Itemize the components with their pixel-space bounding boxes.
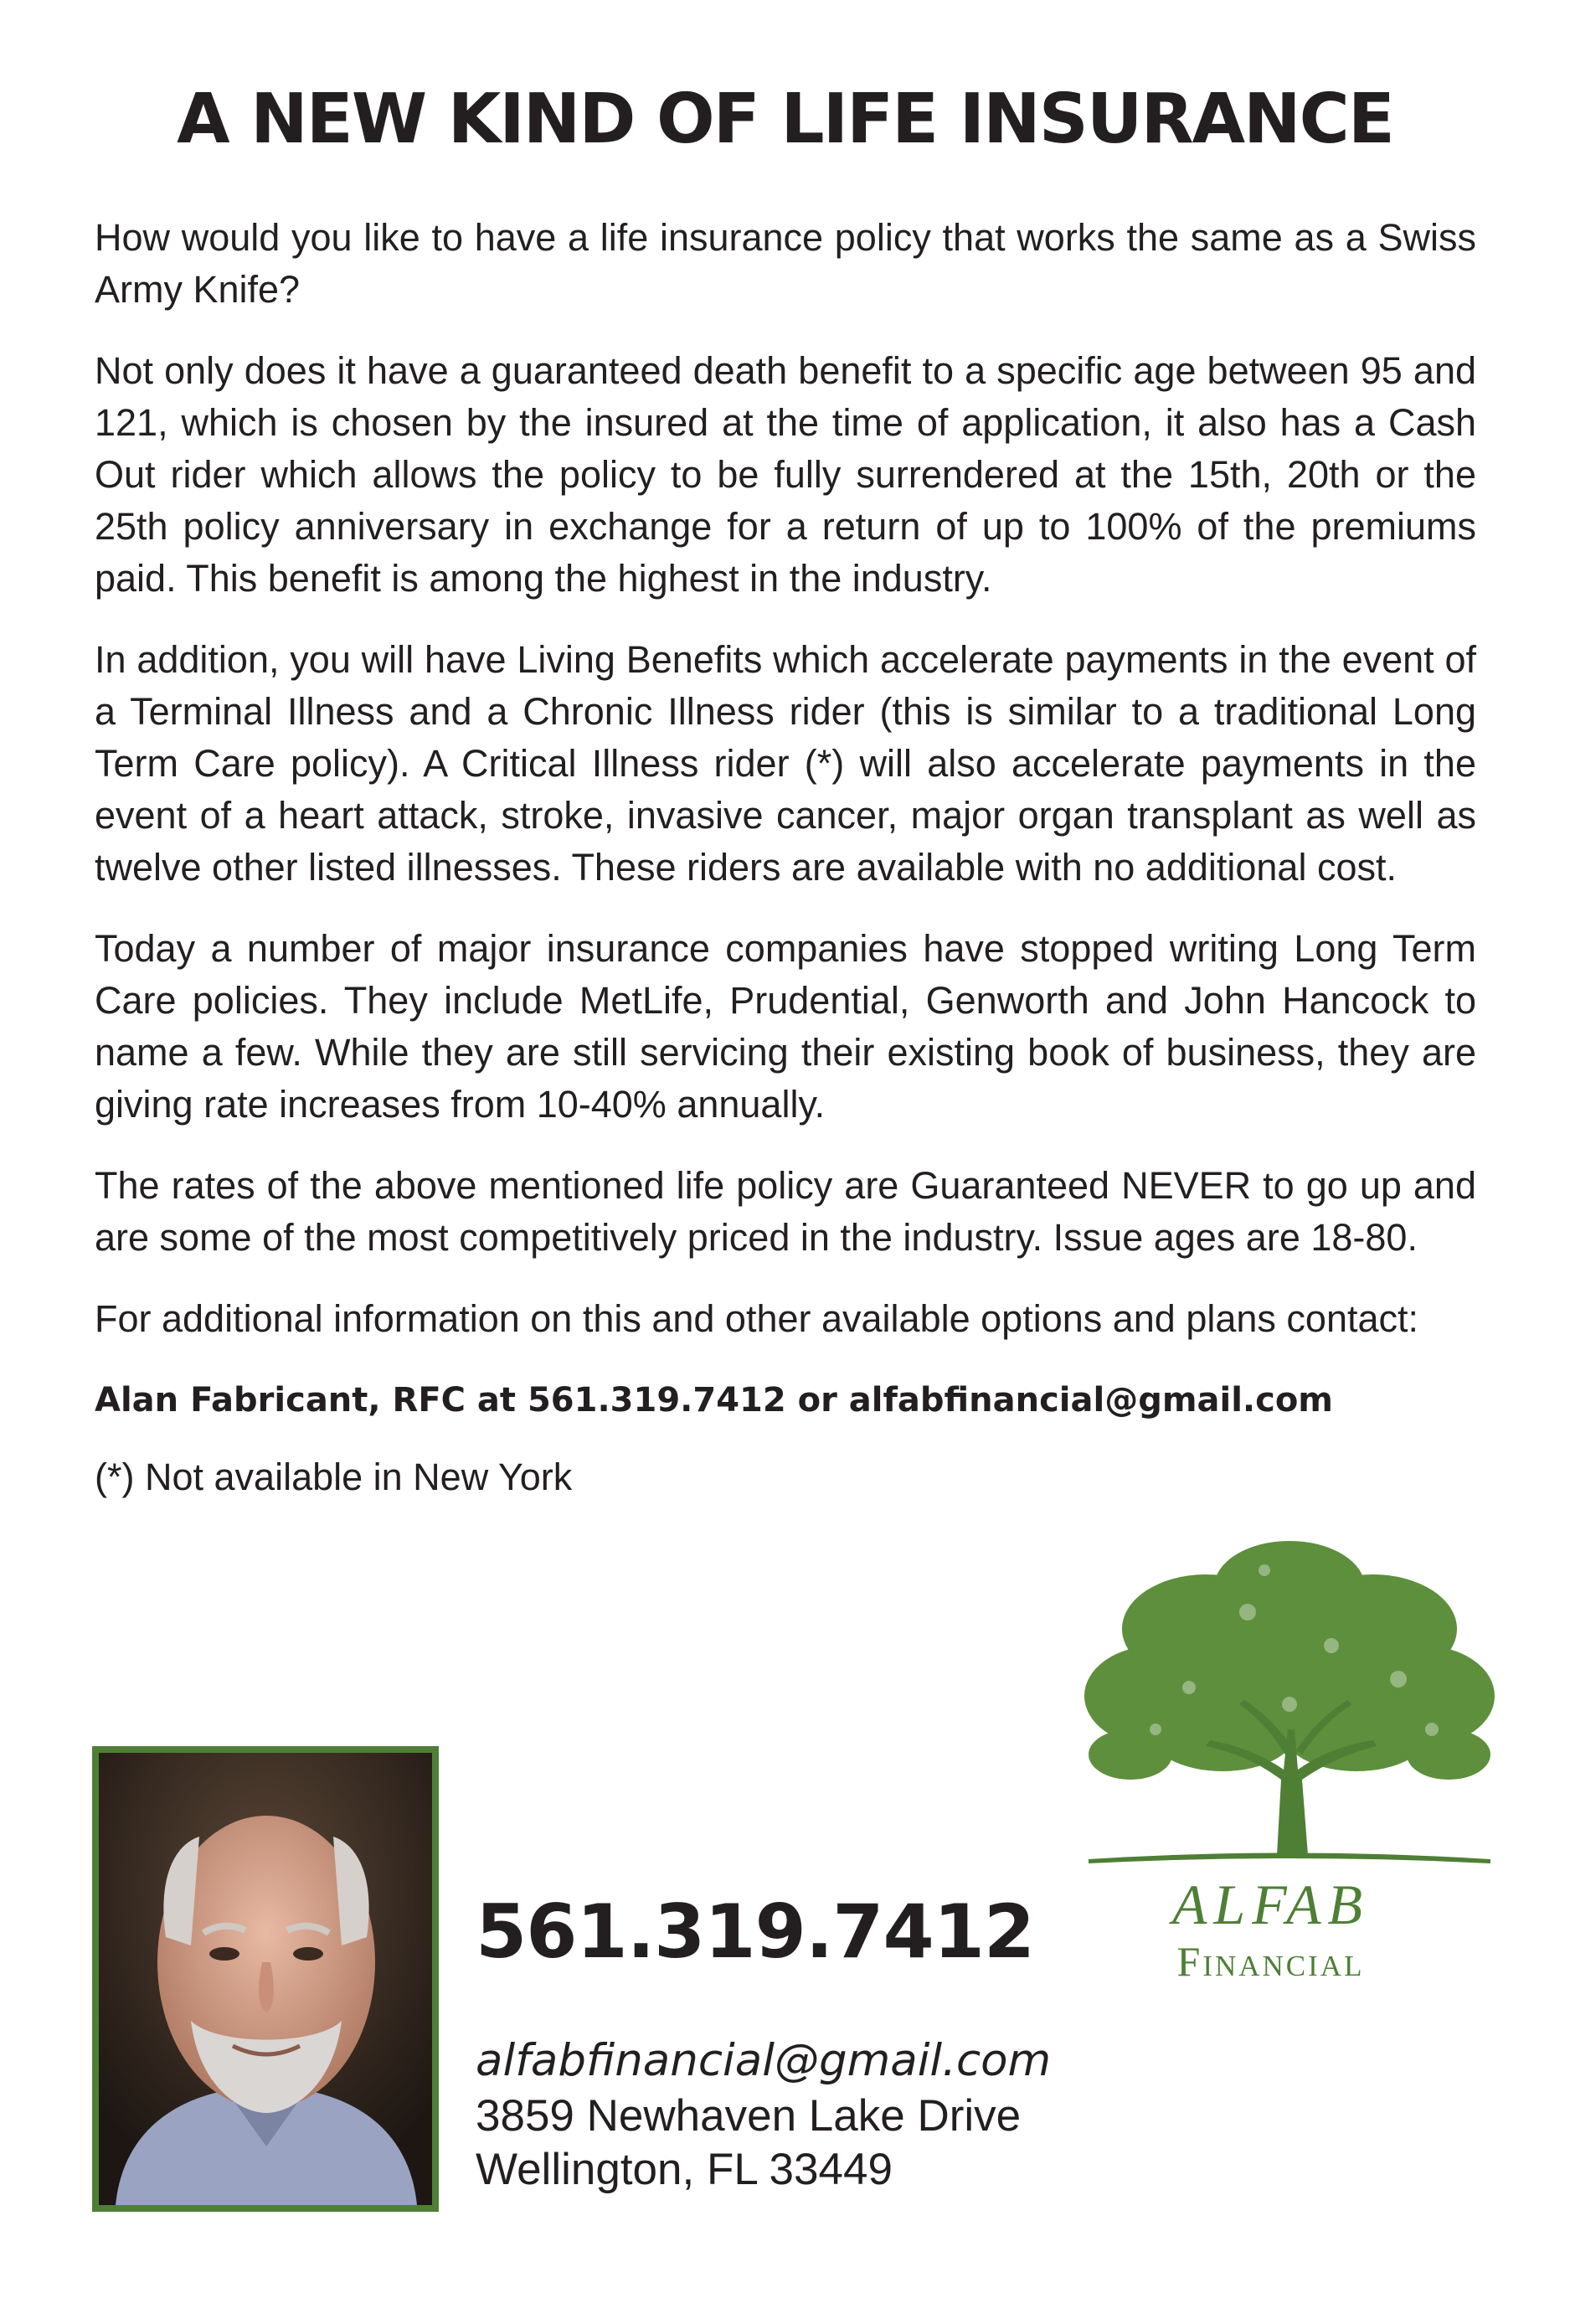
contact-intro-paragraph: For additional information on this and other available options and plans contact:	[95, 1297, 1418, 1340]
long-term-care-paragraph: Today a number of major insurance companies have stopped writing Long Term Care policies. They include MetLife, Prudential, Genworth and John Hancock to name a few. While they are still servicing their existing book of business, they are giving rate increases from 10-40% annually.	[95, 927, 1476, 1126]
intro-paragraph: How would you like to have a life insurance policy that works the same as a Swiss Army Knife?	[95, 216, 1476, 311]
contact-line: Alan Fabricant, RFC at 561.319.7412 or alfabfinancial@gmail.com	[95, 1381, 1333, 1420]
logo-name: ALFAB	[1171, 1873, 1370, 1936]
living-benefits-paragraph: In addition, you will have Living Benefits which accelerate payments in the event of a Terminal Illness and a Chronic Illness rider (this is similar to a traditional Long Term Care policy). A Critical Illness rider (*) will also accelerate payments in the event of a heart attack, stroke, invasive cancer, major organ transplant as well as twelve other listed illnesses. These riders are available with no additional cost.	[95, 638, 1476, 889]
logo-subtitle: Financial	[1176, 1938, 1365, 1985]
address-line-1: 3859 Newhaven Lake Drive	[476, 2091, 1022, 2141]
body-text	[95, 212, 1476, 1533]
portrait-image	[99, 1753, 432, 2205]
alfab-financial-logo	[1080, 1537, 1499, 1985]
agent-photo	[92, 1746, 439, 2212]
footer-address	[476, 2090, 1021, 2197]
footnote: (*) Not available in New York	[95, 1456, 573, 1498]
tree-logo-icon	[1080, 1537, 1499, 1872]
footer-email: alfabfinancial@gmail.com	[476, 2035, 1052, 2086]
death-benefit-paragraph: Not only does it have a guaranteed death benefit to a specific age between 95 and 121, which is chosen by the insured at the time of application, it also has a Cash Out rider which allows the policy to be fully surrendered at the 15th, 20th or the 25th policy anniversary in exchange for a return of up to 100% of the premiums paid. This benefit is among the highest in the industry.	[95, 349, 1476, 600]
rates-paragraph: The rates of the above mentioned life policy are Guaranteed NEVER to go up and are some of the most competitively priced in the industry. Issue ages are 18-80.	[95, 1164, 1476, 1259]
address-line-2: Wellington, FL 33449	[476, 2145, 893, 2194]
page-title: A NEW KIND OF LIFE INSURANCE	[177, 80, 1393, 159]
footer-phone: 561.319.7412	[476, 1889, 1035, 1975]
